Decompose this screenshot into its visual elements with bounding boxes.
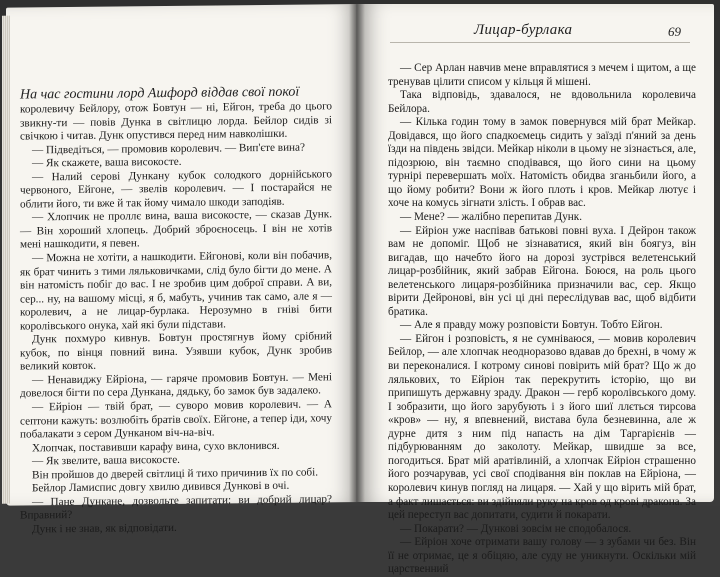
chapter-opening-line: На час гостини лорд Ашфорд віддав свої покої bbox=[20, 84, 300, 103]
paragraph: — Ейріон хоче отримати вашу голову — з зубами чи без. Він її не отримає, це я обіцяю, але суду не уникнути. Оскільки мій царственний bbox=[388, 536, 696, 576]
paragraph: — Як звелите, ваша високосте. bbox=[32, 454, 180, 468]
paragraph: — Мене? — жалібно перепитав Дунк. bbox=[400, 211, 583, 224]
paragraph: Дунк похмуро кивнув. Бовтун простягнув йому срібний кубок, по вінця повний вина. Узявши кубок, Дунк зробив великий ковток. bbox=[20, 330, 332, 373]
right-page-text bbox=[388, 62, 696, 577]
left-page-text bbox=[20, 100, 332, 537]
paragraph: — Як скажете, ваша високосте. bbox=[32, 156, 182, 170]
paragraph: — Кілька годин тому в замок повернувся мій брат Мейкар. Довідався, що його спадкоємець сидить у заїзді п'яний за день їзди на південь звідси. Мейкар ніколи в цьому не зізнається, але, підозрюю, він таємно сподівався, що його сини на цьому турнірі перевершать моїх. Натомість обидва зганьбили його, а що йому робити? Вони ж його плоть і кров. Мейкар лютує і хоче на комусь зігнати злість. І обрав вас. bbox=[388, 116, 696, 210]
paragraph: — Хлопчик не проллє вина, ваша високосте, — сказав Дунк. — Він хороший хлопець. Добрий зброєносець. І він не хотів мені нашкодити, я певен. bbox=[20, 208, 332, 252]
paragraph: — Ейріон уже наспівав батькові повні вуха. І Дейрон також вам не допоміг. Щоб не зізнаватися, який він боягуз, він вигадав, що начебто його на дорозі зустрівся велетенський лицар-розбійник, який забрав Ейгона. Боюся, на роль цього велетенського лицаря-розбійника призначили вас, сер. Якщо вірити Дейронові, він усі ці дні переслідував вас, щоб відбити братика. bbox=[388, 224, 696, 318]
paragraph: — Ейгон і розповість, я не сумніваюся, — мовив королевич Бейлор, — але хлопчак неодноразово вдавав до брехні, в чому ж ви переконалися. І котрому синові повірить мій брат? Що ж до лялькових, то Ейріон так перекрутить історію, що ви припишуть державну зраду. Дракон — герб королівського дому. І зобразити, що його зарубують і з його шиї ллється тирсова «кров» — ну, я впевнений, вистава була безневинна, але ж дурне дитя з ним під напасть на дім Таргарієнів — підбурюванням до заколоту. Мейкар, швидше за все, погодиться. Брат мій аратівлиній, а хлопчак Ейріон страшенно його розчарував, усі свої сподівання він поклав на Ейріона, — королевич кинув погляд на лицаря. — Хай у що вірить мій брат, а факт лишається: ви здійняли руку на кров од крові дракона. За цей переступ вас допитати, судити й покарати. bbox=[388, 332, 696, 522]
running-header: Лицар-бурлака bbox=[474, 22, 573, 38]
header-rule bbox=[390, 42, 690, 43]
paragraph: — Ейріон — твій брат, — суворо мовив королевич. — А септони кажуть: возлюбіть братів своїх. Ейгоне, а тепер іди, хочу побалакати з сером Дунканом віч-на-віч. bbox=[20, 398, 332, 441]
paragraph: — Підведіться, — промовив королевич. — Вип'єте вина? bbox=[32, 141, 305, 157]
paragraph: — Можна не хотіти, а нашкодити. Ейгонові, коли він побачив, як брат чинить з тими ляльковичками, слід було бігти до мене. А він натомість побіг до вас. І не зробив цим доброї справи. А ви, сер... ну, на вашому місці, я б, мабуть, учинив так само, але я — королевич, а не лицар-бурлака. Нерозумно в гніві бити королівського онука, хай які були підстави. bbox=[20, 249, 332, 333]
paragraph: Дунк і не знав, як відповідати. bbox=[32, 521, 177, 536]
paragraph: — Пане Дункане, дозвольте запитати: ви добрий лицар? Вправний? bbox=[20, 493, 332, 522]
paragraph: Бейлор Ламиспис довгу хвилю дивився Дункові в очі. bbox=[32, 480, 290, 495]
paragraph: королевичу Бейлору, отож Бовтун — ні, Ейгон, треба до цього звикну-ти — повів Дунка в світлицю лорда. Бейлор сидів зі свічкою і читав. Дунк опустився перед ним навколішки. bbox=[20, 100, 332, 143]
left-page bbox=[6, 4, 358, 536]
paragraph: Така відповідь, здавалося, не вдовольнила королевича Бейлора. bbox=[388, 89, 696, 115]
page-stack-edge bbox=[2, 16, 10, 504]
paragraph: — Покарати? — Дункові зовсім не сподобалося. bbox=[400, 522, 632, 535]
page-number: 69 bbox=[668, 24, 681, 39]
paragraph: Хлопчак, поставивши карафу вина, сухо вклонився. bbox=[32, 439, 280, 455]
paragraph: — Сер Арлан навчив мене вправлятися з мечем і щитом, а ще тренував цілити списом у кільця й мішені. bbox=[388, 62, 696, 88]
paragraph: — Ненавиджу Ейріона, — гаряче промовив Бовтун. — Мені довелося бігти по сера Дункана, дядьку, бо замок був задалеко. bbox=[20, 371, 332, 401]
paragraph: — Налий серові Дункану кубок солодкого дорнійського червоного, Ейгоне, — звелів королевич. — І постарайся не облити його, ти вже й так йому чимало шкоди заподіяв. bbox=[20, 168, 332, 211]
right-page bbox=[356, 4, 714, 576]
book-gutter bbox=[349, 4, 365, 502]
open-book bbox=[6, 4, 714, 576]
paragraph: Він пройшов до дверей світлиці й тихо причинив їх по собі. bbox=[32, 466, 319, 482]
paragraph: — Але я правду можу розповісти Бовтун. Тобто Ейгон. bbox=[400, 319, 663, 332]
